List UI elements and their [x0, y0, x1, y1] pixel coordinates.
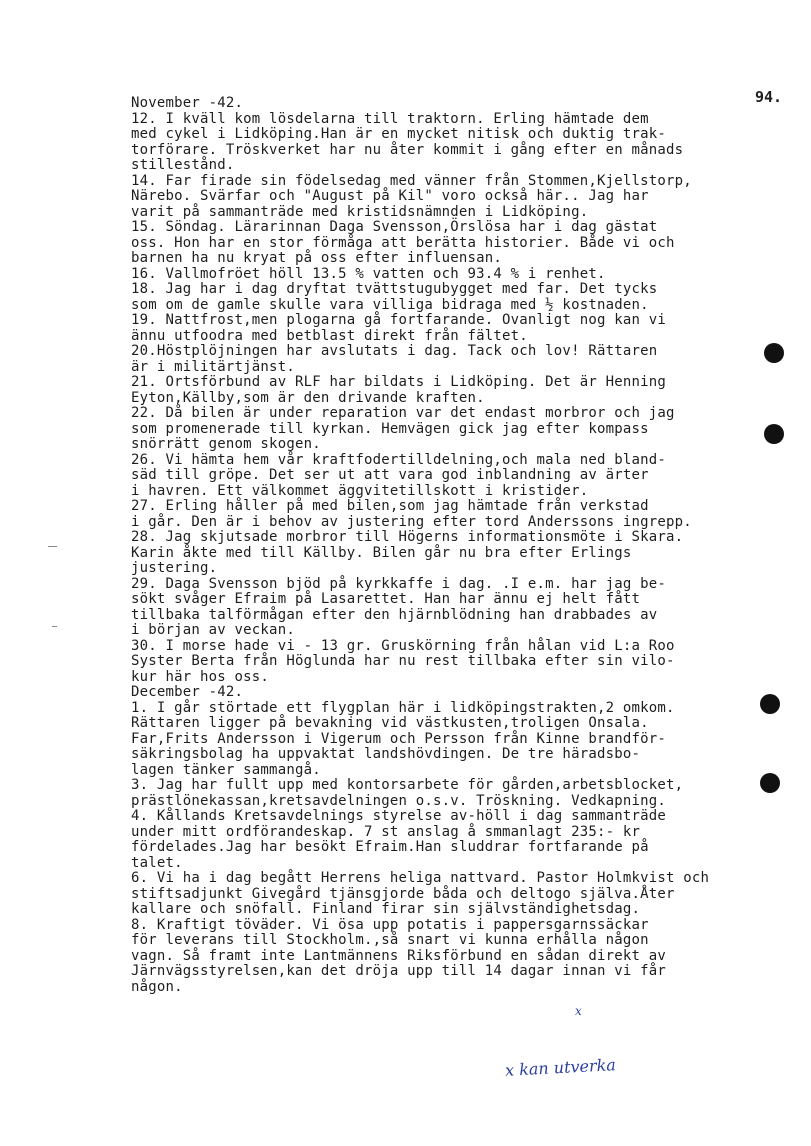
handwritten-note: x kan utverka: [504, 1055, 617, 1080]
punch-hole: [764, 343, 784, 363]
text-line: i havren. Ett välkommet äggvitetillskott i kristider.: [131, 482, 589, 499]
text-line: 18. Jag har i dag dryftat tvättstugubygget med far. Det tycks: [131, 281, 658, 297]
text-line: barnen ha nu kryat på oss efter influensan.: [131, 250, 503, 266]
text-line: justering.: [131, 560, 218, 576]
text-line: fördelades.Jag har besökt Efraim.Han sluddrar fortfarande på: [131, 839, 649, 855]
text-line: prästlönekassan,kretsavdelningen o.s.v. Tröskning. Vedkapning.: [131, 792, 666, 809]
text-line: 12. I kväll kom lösdelarna till traktorn. Erling hämtade dem: [131, 110, 649, 127]
text-line: säd till gröpe. Det ser ut att vara god inblandning av ärter: [131, 467, 649, 483]
text-line: Karin åkte med till Källby. Bilen går nu bra efter Erlings: [131, 544, 632, 561]
text-line: sökt svåger Efraim på Lasarettet. Han har ännu ej helt fått: [131, 591, 641, 607]
text-line: 19. Nattfrost,men plogarna gå fortfarande. Ovanligt nog kan vi: [131, 312, 666, 328]
text-line: lagen tänker sammangå.: [131, 761, 321, 778]
text-line: Syster Berta från Höglunda har nu rest tillbaka efter sin vilo-: [131, 653, 675, 669]
margin-tick: [52, 626, 57, 627]
text-line: 28. Jag skjutsade morbror till Högerns informationsmöte i Skara.: [131, 529, 684, 545]
text-line: någon.: [131, 978, 183, 995]
text-line: kallare och snöfall. Finland firar sin självständighetsdag.: [131, 901, 641, 917]
text-line: 26. Vi hämta hem vår kraftfodertilldelning,och mala ned bland-: [131, 451, 666, 468]
text-line: 30. I morse hade vi - 13 gr. Gruskörning från hålan vid L:a Roo: [131, 637, 675, 654]
page-number: 94.: [755, 88, 783, 106]
text-line: i början av veckan.: [131, 622, 295, 638]
text-line: Far,Frits Andersson i Vigerum och Persson från Kinne brandför-: [131, 730, 666, 747]
text-line: 4. Kållands Kretsavdelnings styrelse av-höll i dag sammanträde: [131, 808, 666, 824]
insertion-mark: x: [575, 1004, 582, 1018]
text-line: 22. Då bilen är under reparation var det endast morbror och jag: [131, 405, 675, 421]
text-line: som om de gamle skulle vara villiga bidraga med ½ kostnaden.: [131, 296, 649, 313]
text-line: vagn. Så framt inte Lantmännens Riksförbund en sådan direkt av: [131, 947, 666, 964]
text-line: tillbaka talförmågan efter den hjärnblödning han drabbades av: [131, 606, 658, 623]
text-line: Rättaren ligger på bevakning vid västkusten,troligen Onsala.: [131, 715, 649, 731]
text-line: 27. Erling håller på med bilen,som jag hämtade från verkstad: [131, 498, 649, 514]
text-line: 14. Far firade sin födelsedag med vänner från Stommen,Kjellstorp,: [131, 172, 692, 189]
text-line: varit på sammanträde med kristidsnämnden i Lidköping.: [131, 203, 589, 220]
text-line: 29. Daga Svensson bjöd på kyrkkaffe i dag. .I e.m. har jag be-: [131, 575, 666, 592]
text-line: 6. Vi ha i dag begått Herrens heliga nattvard. Pastor Holmkvist och: [131, 870, 710, 886]
text-line: med cykel i Lidköping.Han är en mycket nitisk och duktig trak-: [131, 126, 666, 142]
text-line: 21. Ortsförbund av RLF har bildats i Lidköping. Det är Henning: [131, 374, 666, 390]
text-line: i går. Den är i behov av justering efter tord Anderssons ingrepp.: [131, 513, 692, 530]
margin-tick: [48, 546, 57, 547]
text-line: Eyton,Källby,som är den drivande kraften.: [131, 389, 485, 406]
text-line: säkringsbolag ha uppvaktat landshövdingen. De tre häradsbo-: [131, 746, 641, 762]
text-line: stillestånd.: [131, 157, 235, 173]
text-line: 3. Jag har fullt upp med kontorsarbete för gården,arbetsblocket,: [131, 777, 684, 793]
typed-text-body: [131, 96, 791, 995]
punch-hole: [760, 773, 780, 793]
text-line: Järnvägsstyrelsen,kan det dröja upp till 14 dagar innan vi får: [131, 963, 666, 979]
text-line: under mitt ordförandeskap. 7 st anslag å smmanlagt 235:- kr: [131, 823, 641, 840]
text-line: oss. Hon har en stor förmåga att berätta historier. Både vi och: [131, 234, 675, 251]
text-line: December -42.: [131, 684, 244, 700]
text-line: 8. Kraftigt töväder. Vi ösa upp potatis i pappersgarnssäckar: [131, 916, 649, 933]
text-line: 20.Höstplöjningen har avslutats i dag. Tack och lov! Rättaren: [131, 343, 658, 359]
text-line: November -42.: [131, 95, 244, 111]
punch-hole: [760, 694, 780, 714]
text-line: som promenerade till kyrkan. Hemvägen gick jag efter kompass: [131, 420, 649, 437]
text-line: är i militärtjänst.: [131, 358, 295, 375]
punch-hole: [764, 424, 784, 444]
text-line: torförare. Tröskverket har nu åter kommit i gång efter en månads: [131, 141, 684, 158]
text-line: 1. I går störtade ett flygplan här i lidköpingstrakten,2 omkom.: [131, 699, 675, 716]
text-line: 15. Söndag. Lärarinnan Daga Svensson,Örslösa har i dag gästat: [131, 219, 658, 235]
text-line: för leverans till Stockholm.,så snart vi kunna erhålla någon: [131, 932, 649, 948]
text-line: kur här hos oss.: [131, 668, 270, 685]
text-line: snörrätt genom skogen.: [131, 436, 321, 452]
text-line: 16. Vallmofröet höll 13.5 % vatten och 93.4 % i renhet.: [131, 265, 606, 282]
text-line: ännu utfoodra med betblast direkt från fältet.: [131, 327, 528, 344]
text-line: stiftsadjunkt Givegård tjänsgjorde båda och deltogo själva.Åter: [131, 885, 675, 902]
text-line: Närebo. Svärfar och "August på Kil" voro också här.. Jag har: [131, 188, 649, 204]
text-line: talet.: [131, 854, 183, 871]
